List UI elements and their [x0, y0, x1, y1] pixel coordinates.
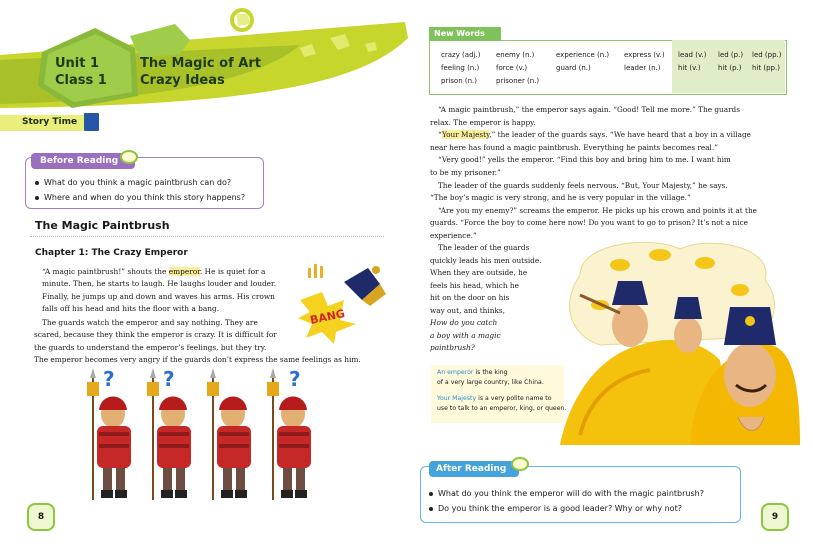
text-line: feels his head, which he — [430, 280, 519, 290]
text-line: The emperor becomes very angry if the guards don’t express the same feelings as him. — [34, 355, 361, 365]
speech-bubble-icon — [511, 457, 529, 471]
word: led (pp.) — [752, 51, 782, 59]
speech-bubble-icon — [120, 150, 138, 164]
svg-text:?: ? — [103, 368, 115, 391]
word: feeling (n.) — [441, 64, 480, 72]
unit-title — [140, 55, 261, 89]
glossary-text — [437, 368, 566, 414]
text-line: quickly leads his men outside. — [430, 255, 542, 265]
guards-illustration — [75, 368, 335, 503]
unit-class-label — [55, 55, 107, 89]
text-line: relax. The emperor is happy. — [430, 117, 536, 127]
word: lead (v.) — [678, 51, 707, 59]
unit-label: Unit 1 — [55, 56, 100, 71]
list-item: Do you think the emperor is a good leader? Why or why not? — [429, 501, 704, 516]
text-line: to be my prisoner.” — [430, 167, 501, 177]
word: prisoner (n.) — [496, 77, 540, 85]
emperor-thought — [430, 317, 501, 355]
glossary-line: use to talk to an emperor, king, or queen. — [437, 405, 567, 412]
word: guard (n.) — [556, 64, 591, 72]
word-col-1 — [441, 49, 480, 88]
text-line: hit on the door on his — [430, 293, 510, 303]
page-number-left: 8 — [27, 503, 55, 531]
text-line: When they are outside, he — [430, 268, 528, 278]
svg-text:?: ? — [163, 368, 175, 391]
text-line: “The boy’s magic is very strong, and he is very popular in the village.” — [430, 193, 691, 203]
glossary-line: of a very large country, like China. — [437, 379, 544, 386]
guard-figure — [147, 368, 191, 500]
story-time-label — [0, 113, 100, 133]
word: led (p.) — [718, 51, 744, 59]
after-reading-label: After Reading — [436, 464, 507, 474]
word-col-6 — [718, 49, 743, 75]
text-line: scared, because they think the emperor is crazy. It is difficult for — [34, 330, 277, 340]
text-line: guards. “Force the boy to come here now! Do you want to go to prison? It’s not a nice — [430, 218, 748, 228]
crown-bang-illustration — [296, 262, 396, 344]
text-line: “A magic paintbrush!” shouts the emperor. He is quiet for a — [42, 267, 266, 276]
text-line: way out, and thinks, — [430, 305, 505, 315]
word-col-7 — [752, 49, 782, 75]
list-item: What do you think a magic paintbrush can do? — [35, 175, 245, 190]
word: leader (n.) — [624, 64, 661, 72]
word-col-5 — [678, 49, 707, 75]
unit-title-line1: The Magic of Art — [140, 56, 261, 71]
new-words-label: New Words — [434, 29, 485, 38]
text-line: “Very good!” yells the emperor. “Find this boy and bring him to me. I want him — [438, 155, 731, 165]
text-line: Finally, he jumps up and down and waves his arms. His crown — [42, 291, 275, 301]
list-item: What do you think the emperor will do with the magic paintbrush? — [429, 486, 704, 501]
text-line: experience.” — [430, 230, 477, 240]
text-line: “Are you my enemy?” screams the emperor. He picks up his crown and points it at the — [438, 205, 757, 215]
after-reading-questions — [429, 486, 704, 516]
glossary-line: An emperor is the king — [437, 369, 508, 376]
word: prison (n.) — [441, 77, 477, 85]
text-line: falls off his head and hits the floor with a bang. — [42, 304, 220, 314]
story-title: The Magic Paintbrush — [35, 219, 170, 232]
text-line: paintbrush? — [430, 343, 475, 353]
story-time-text: Story Time — [22, 117, 78, 127]
guard-figure — [87, 368, 131, 500]
text-line: the guards to understand the emperor’s feelings, but they try. — [34, 342, 267, 352]
text-line: “Your Majesty,” the leader of the guards says. “We have heard that a boy in a village — [438, 130, 751, 140]
guard-figure — [267, 368, 311, 500]
word: express (v.) — [624, 51, 665, 59]
list-item: Where and when do you think this story happens? — [35, 190, 245, 205]
word: force (v.) — [496, 64, 528, 72]
text-line: near here has found a magic paintbrush. Everything he paints becomes real.” — [430, 142, 718, 152]
page-number-right: 9 — [761, 503, 789, 531]
word: hit (p.) — [718, 64, 742, 72]
bang-text: BANG — [308, 306, 347, 327]
divider — [30, 236, 384, 237]
story-continuation — [430, 104, 757, 243]
text-line: “A magic paintbrush,” the emperor says again. “Good! Tell me more.” The guards — [438, 105, 740, 114]
word: crazy (adj.) — [441, 51, 481, 59]
text-line: The guards watch the emperor and say nothing. They are — [42, 318, 258, 327]
word: hit (pp.) — [752, 64, 780, 72]
text-line: minute. Then, he starts to laugh. He laughs louder and louder. — [42, 279, 277, 289]
class-label: Class 1 — [55, 73, 107, 88]
story-narrow-column — [430, 242, 542, 318]
book-icon — [84, 113, 99, 131]
chapter-title: Chapter 1: The Crazy Emperor — [35, 248, 188, 258]
text-line: The leader of the guards — [438, 243, 530, 252]
text-line: a boy with a magic — [430, 330, 501, 340]
word: enemy (n.) — [496, 51, 535, 59]
guard-figure — [207, 368, 251, 500]
word: hit (v.) — [678, 64, 701, 72]
word: experience (n.) — [556, 51, 610, 59]
text-line: The leader of the guards suddenly feels nervous. “But, Your Majesty,” he says. — [438, 180, 728, 190]
unit-title-line2: Crazy Ideas — [140, 73, 225, 88]
word-col-4 — [624, 49, 665, 75]
text-line: How do you catch — [430, 318, 498, 327]
story-paragraph-1 — [42, 266, 276, 316]
svg-text:?: ? — [289, 368, 301, 391]
word-col-3 — [556, 49, 609, 75]
before-reading-questions — [35, 175, 245, 205]
before-reading-label: Before Reading — [40, 156, 119, 166]
glossary-line: Your Majesty is a very polite name to — [437, 395, 552, 402]
emperor-illustration — [560, 235, 800, 445]
word-col-2 — [496, 49, 539, 88]
